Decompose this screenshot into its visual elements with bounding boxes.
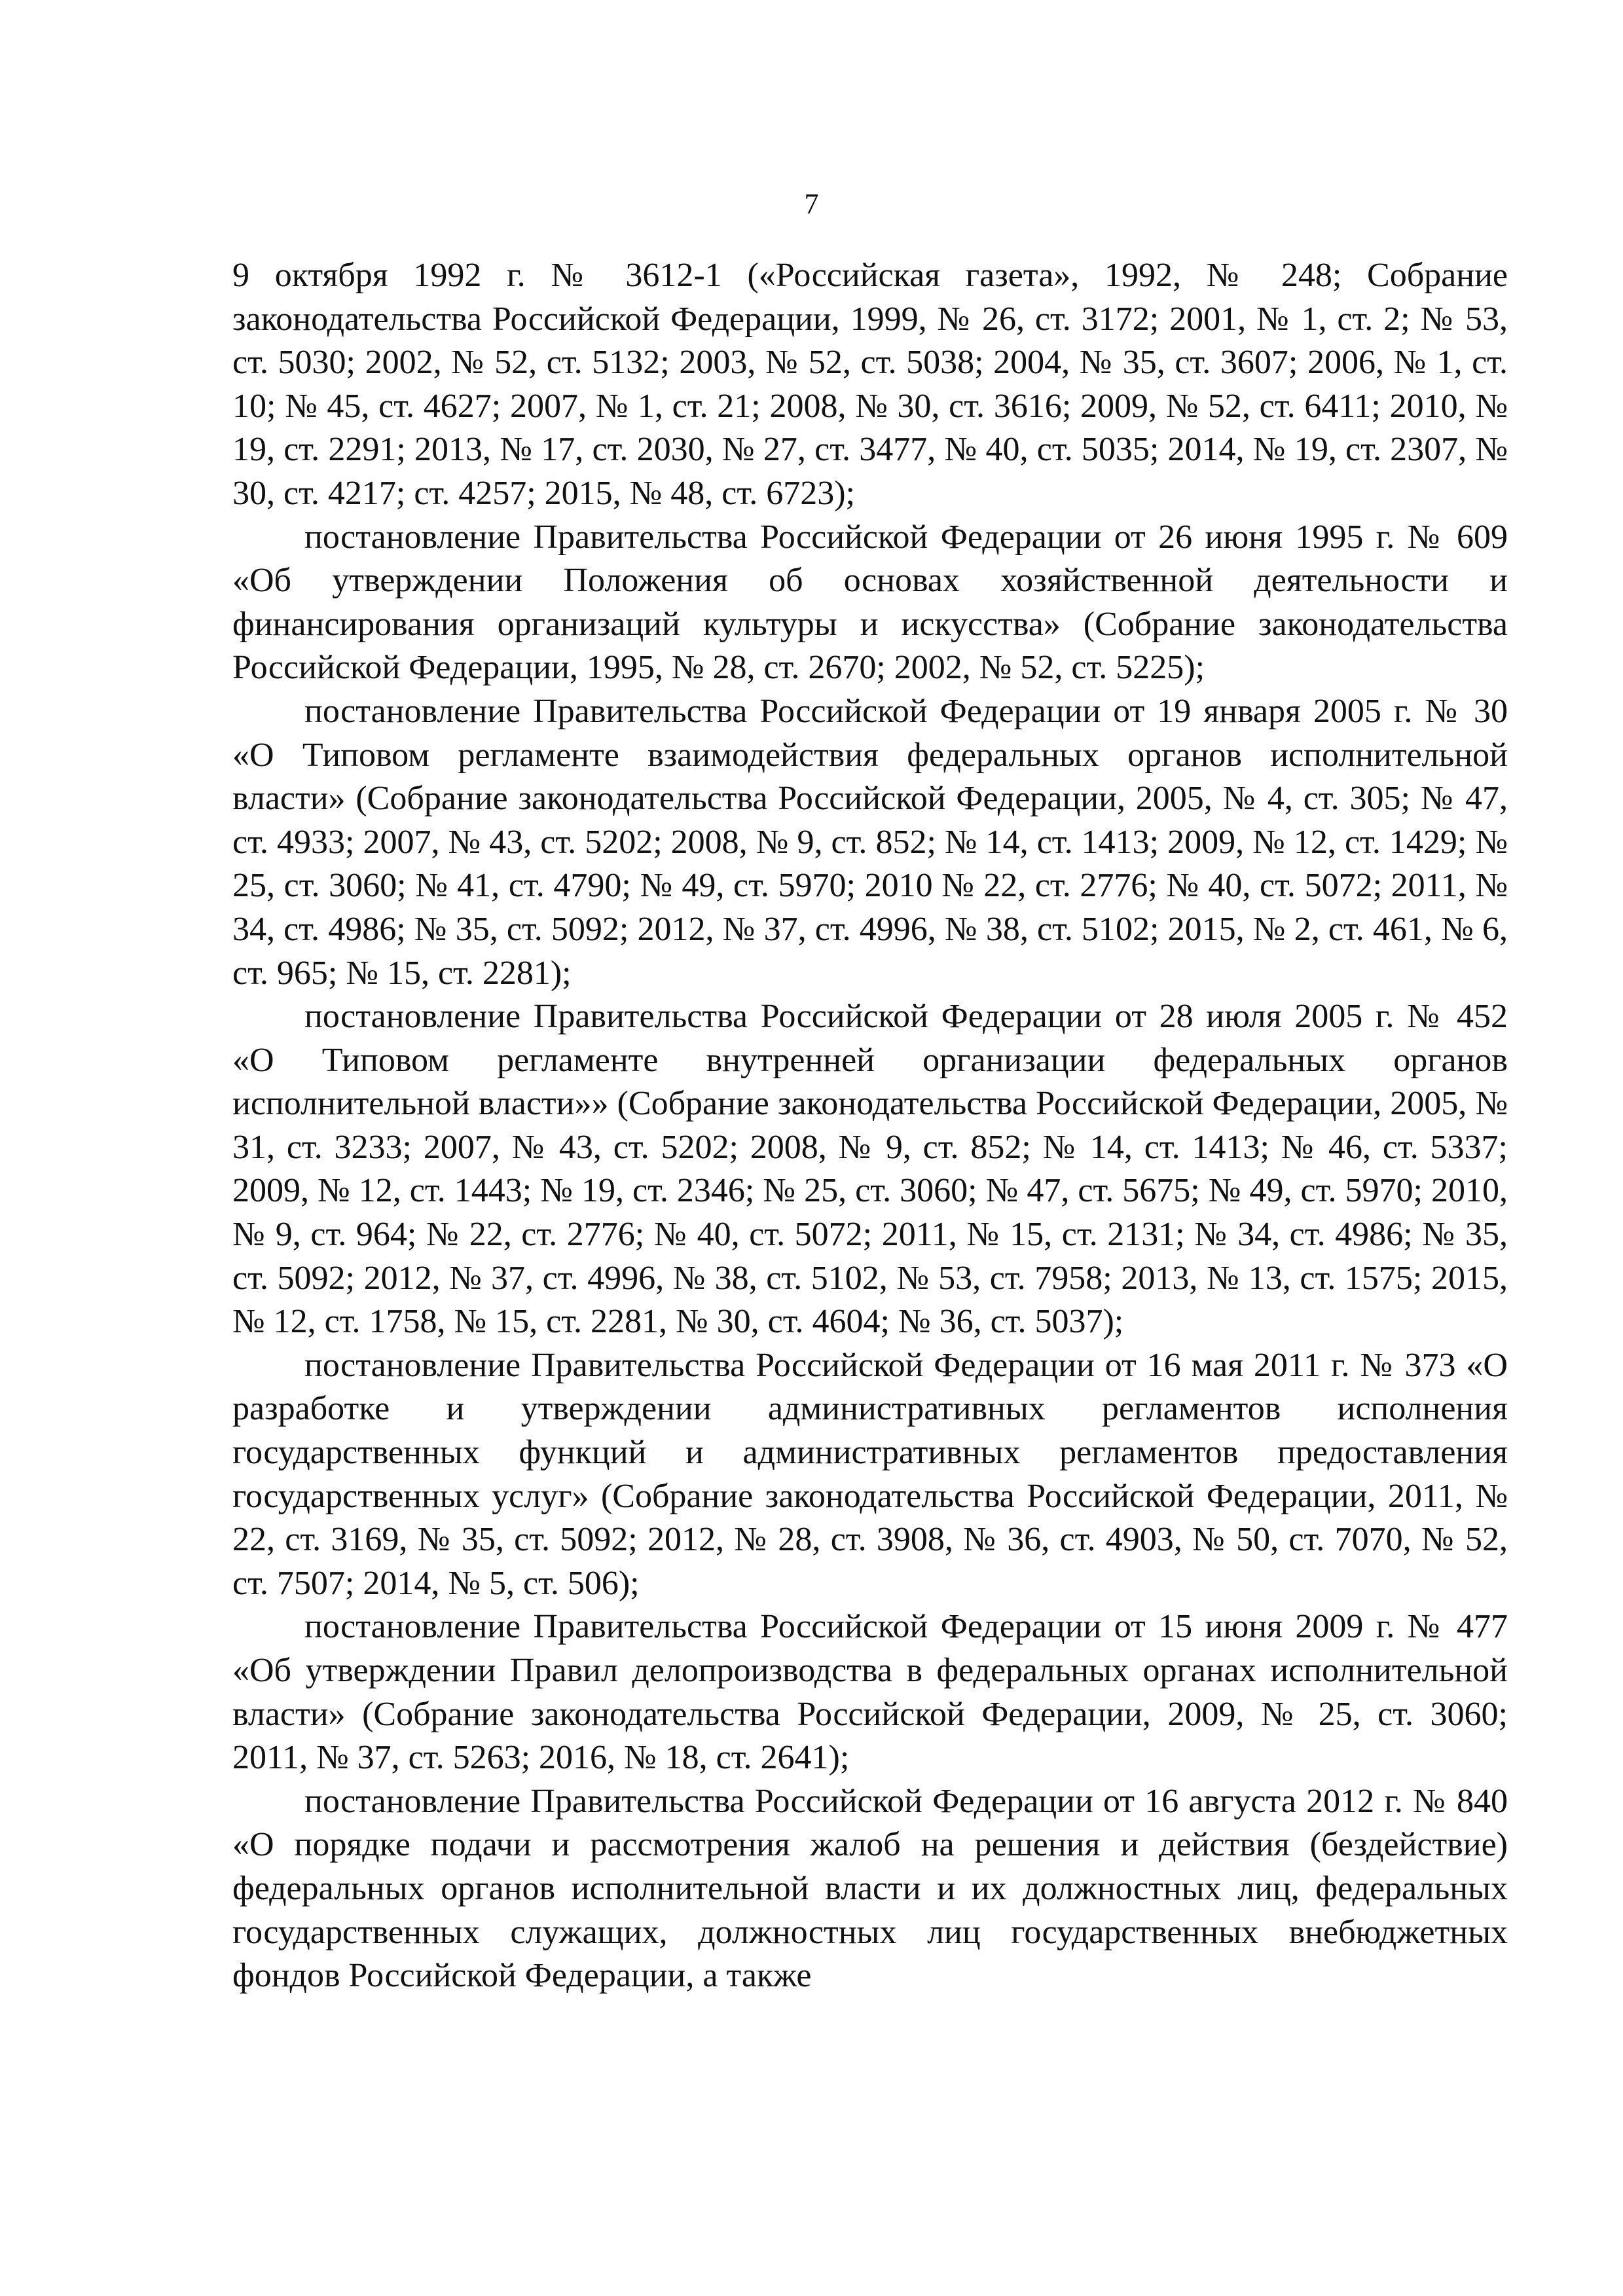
paragraph-3: постановление Правительства Российской Федерации от 19 января 2005 г. № 30 «О Типовом регламенте взаимодействия федеральных органов исполнительной власти» (Собрание законодательства Российской Федерации, 2005, № 4, ст. 305; № 47, ст. 4933; 2007, № 43, ст. 5202; 2008, № 9, ст. 852; № 14, ст. 1413; 2009, № 12, ст. 1429; № 25, ст. 3060; № 41, ст. 4790; № 49, ст. 5970; 2010 № 22, ст. 2776; № 40, ст. 5072; 2011, № 34, ст. 4986; № 35, ст. 5092; 2012, № 37, ст. 4996, № 38, ст. 5102; 2015, № 2, ст. 461, № 6, ст. 965; № 15, ст. 2281); xyxy=(232,692,1508,992)
paragraph-2: постановление Правительства Российской Федерации от 26 июня 1995 г. № 609 «Об утверждении Положения об основах хозяйственной деятельности и финансирования организаций культуры и искусства» (Собрание законодательства Российской Федерации, 1995, № 28, ст. 2670; 2002, № 52, ст. 5225); xyxy=(232,518,1508,687)
document-body xyxy=(232,254,1508,1998)
paragraph-1: 9 октября 1992 г. № 3612-1 («Российская газета», 1992, № 248; Собрание законодательства Российской Федерации, 1999, № 26, ст. 3172; 2001, № 1, ст. 2; № 53, ст. 5030; 2002, № 52, ст. 5132; 2003, № 52, ст. 5038; 2004, № 35, ст. 3607; 2006, № 1, ст. 10; № 45, ст. 4627; 2007, № 1, ст. 21; 2008, № 30, ст. 3616; 2009, № 52, ст. 6411; 2010, № 19, ст. 2291; 2013, № 17, ст. 2030, № 27, ст. 3477, № 40, ст. 5035; 2014, № 19, ст. 2307, № 30, ст. 4217; ст. 4257; 2015, № 48, ст. 6723); xyxy=(232,257,1508,512)
paragraph-6: постановление Правительства Российской Федерации от 15 июня 2009 г. № 477 «Об утверждении Правил делопроизводства в федеральных органах исполнительной власти» (Собрание законодательства Российской Федерации, 2009, № 25, ст. 3060; 2011, № 37, ст. 5263; 2016, № 18, ст. 2641); xyxy=(232,1608,1508,1777)
paragraph-7: постановление Правительства Российской Федерации от 16 августа 2012 г. № 840 «О порядке подачи и рассмотрения жалоб на решения и действия (бездействие) федеральных органов исполнительной власти и их должностных лиц, федеральных государственных служащих, должностных лиц государственных внебюджетных фондов Российской Федерации, а также xyxy=(232,1782,1508,1995)
page-number: 7 xyxy=(804,188,819,220)
paragraph-4: постановление Правительства Российской Федерации от 28 июля 2005 г. № 452 «О Типовом регламенте внутренней организации федеральных органов исполнительной власти»» (Собрание законодательства Российской Федерации, 2005, № 31, ст. 3233; 2007, № 43, ст. 5202; 2008, № 9, ст. 852; № 14, ст. 1413; № 46, ст. 5337; 2009, № 12, ст. 1443; № 19, ст. 2346; № 25, ст. 3060; № 47, ст. 5675; № 49, ст. 5970; 2010, № 9, ст. 964; № 22, ст. 2776; № 40, ст. 5072; 2011, № 15, ст. 2131; № 34, ст. 4986; № 35, ст. 5092; 2012, № 37, ст. 4996, № 38, ст. 5102, № 53, ст. 7958; 2013, № 13, ст. 1575; 2015, № 12, ст. 1758, № 15, ст. 2281, № 30, ст. 4604; № 36, ст. 5037); xyxy=(232,998,1508,1341)
paragraph-5: постановление Правительства Российской Федерации от 16 мая 2011 г. № 373 «О разработке и утверждении административных регламентов исполнения государственных функций и административных регламентов предоставления государственных услуг» (Собрание законодательства Российской Федерации, 2011, № 22, ст. 3169, № 35, ст. 5092; 2012, № 28, ст. 3908, № 36, ст. 4903, № 50, ст. 7070, № 52, ст. 7507; 2014, № 5, ст. 506); xyxy=(232,1346,1508,1602)
